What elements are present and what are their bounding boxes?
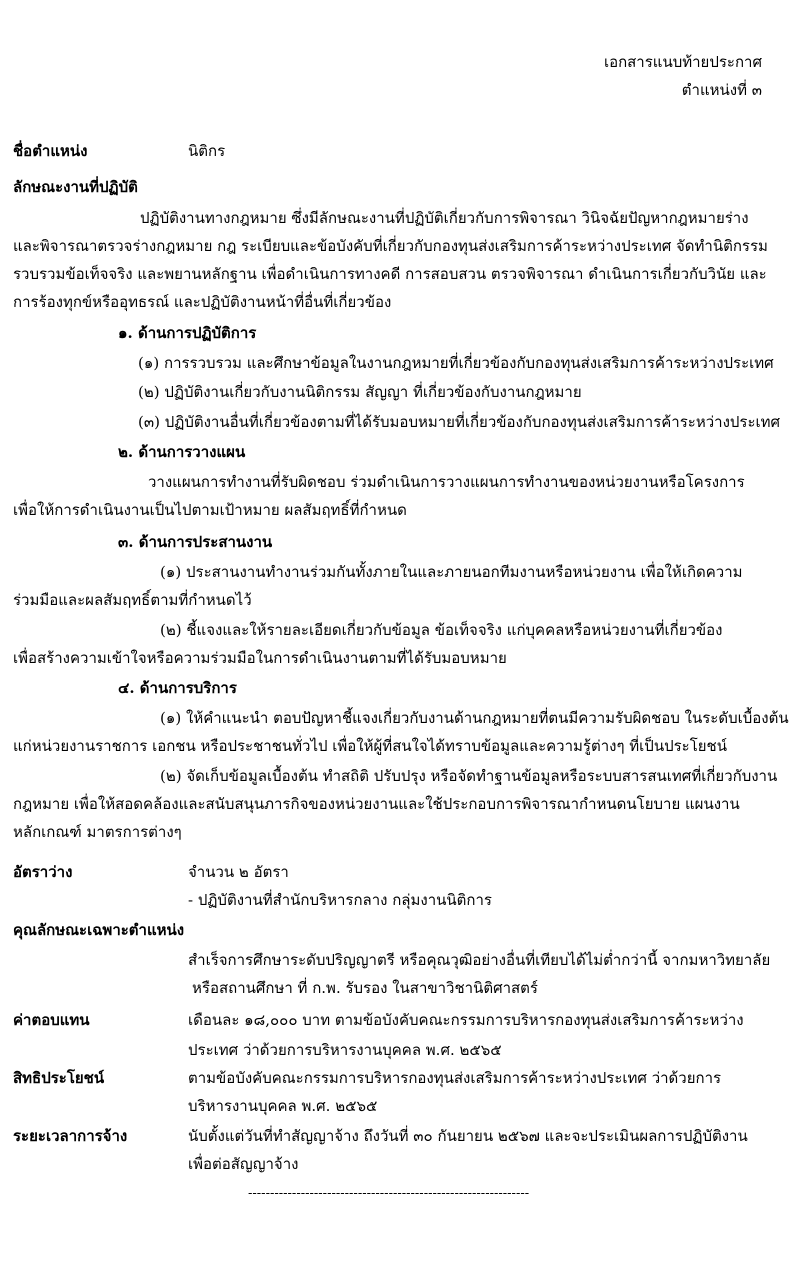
qualification-line: สำเร็จการศึกษาระดับปริญญาตรี หรือคุณวุฒิอย่างอื่นที่เทียบได้ไม่ต่ำกว่านี้ จากมหาวิทยาลัย bbox=[188, 951, 771, 969]
section-coordination-line: ร่วมมือและผลสัมฤทธิ์ตามที่กำหนดไว้ bbox=[13, 591, 252, 609]
job-nature-line: รวบรวมข้อเท็จจริง และพยานหลักฐาน เพื่อดำเนินการทางคดี การสอบสวน ตรวจพิจารณา ดำเนินการเกี่ยวกับวินัย และ bbox=[13, 265, 767, 283]
section-service-line: แก่หน่วยงานราชการ เอกชน หรือประชาชนทั่วไป เพื่อให้ผู้ที่สนใจได้ทราบข้อมูลและความรู้ต่างๆ ที่เป็นประโยชน์ bbox=[13, 737, 727, 755]
section-operations-item: (๒) ปฏิบัติงานเกี่ยวกับงานนิติกรรม สัญญา ที่เกี่ยวข้องกับงานกฎหมาย bbox=[138, 383, 582, 401]
section-coordination-line: (๑) ประสานงานทำงานร่วมกันทั้งภายในและภายนอกทีมงานหรือหน่วยงาน เพื่อให้เกิดความ bbox=[160, 563, 743, 581]
benefits-line: ตามข้อบังคับคณะกรรมการบริหารกองทุนส่งเสริมการค้าระหว่างประเทศ ว่าด้วยการ bbox=[188, 1069, 722, 1087]
job-nature-line: ปฏิบัติงานทางกฎหมาย ซึ่งมีลักษณะงานที่ปฏิบัติเกี่ยวกับการพิจารณา วินิจฉัยปัญหากฎหมายร่าง bbox=[140, 209, 749, 227]
position-number: ตำแหน่งที่ ๓ bbox=[681, 81, 762, 99]
section-planning-line: เพื่อให้การดำเนินงานเป็นไปตามเป้าหมาย ผลสัมฤทธิ์ที่กำหนด bbox=[13, 501, 407, 519]
vacancy-location: - ปฏิบัติงานที่สำนักบริหารกลาง กลุ่มงานนิติการ bbox=[188, 891, 492, 909]
section-operations-item: (๑) การรวบรวม และศึกษาข้อมูลในงานกฎหมายที่เกี่ยวข้องกับกองทุนส่งเสริมการค้าระหว่างประเทศ bbox=[138, 354, 774, 372]
section-coordination-title: ๓. ด้านการประสานงาน bbox=[118, 533, 273, 551]
section-operations-item: (๓) ปฏิบัติงานอื่นที่เกี่ยวข้องตามที่ได้รับมอบหมายที่เกี่ยวข้องกับกองทุนส่งเสริมการค้าระหว่างประเทศ bbox=[138, 413, 781, 431]
section-planning-title: ๒. ด้านการวางแผน bbox=[118, 443, 246, 461]
vacancy-label: อัตราว่าง bbox=[13, 863, 73, 881]
job-nature-line: การร้องทุกข์หรืออุทธรณ์ และปฏิบัติงานหน้าที่อื่นที่เกี่ยวข้อง bbox=[13, 293, 392, 311]
term-line: นับตั้งแต่วันที่ทำสัญญาจ้าง ถึงวันที่ ๓๐ กันยายน ๒๕๖๗ และจะประเมินผลการปฏิบัติงาน bbox=[188, 1127, 748, 1145]
qualification-line: หรือสถานศึกษา ที่ ก.พ. รับรอง ในสาขาวิชานิติศาสตร์ bbox=[192, 979, 538, 997]
compensation-line: เดือนละ ๑๘,๐๐๐ บาท ตามข้อบังคับคณะกรรมการบริหารกองทุนส่งเสริมการค้าระหว่าง bbox=[188, 1011, 744, 1029]
position-label: ชื่อตำแหน่ง bbox=[13, 142, 88, 160]
benefits-label: สิทธิประโยชน์ bbox=[13, 1069, 105, 1087]
position-value: นิติกร bbox=[188, 142, 226, 160]
separator-line: ---------------------------------------------------------------- bbox=[248, 1186, 530, 1201]
job-nature-heading: ลักษณะงานที่ปฏิบัติ bbox=[13, 178, 138, 196]
compensation-label: ค่าตอบแทน bbox=[13, 1011, 90, 1029]
section-service-line: กฎหมาย เพื่อให้สอดคล้องและสนับสนุนภารกิจของหน่วยงานและใช้ประกอบการพิจารณากำหนดนโยบาย แผนงาน bbox=[13, 795, 740, 813]
section-planning-line: วางแผนการทำงานที่รับผิดชอบ ร่วมดำเนินการวางแผนการทำงานของหน่วยงานหรือโครงการ bbox=[148, 473, 745, 491]
term-line: เพื่อต่อสัญญาจ้าง bbox=[188, 1155, 299, 1173]
section-coordination-line: (๒) ชี้แจงและให้รายละเอียดเกี่ยวกับข้อมูล ข้อเท็จจริง แก่บุคคลหรือหน่วยงานที่เกี่ยวข้อง bbox=[160, 621, 723, 639]
section-operations-title: ๑. ด้านการปฏิบัติการ bbox=[118, 324, 257, 342]
attachment-title: เอกสารแนบท้ายประกาศ bbox=[603, 53, 762, 71]
qualification-label: คุณลักษณะเฉพาะตำแหน่ง bbox=[13, 921, 185, 939]
vacancy-count: จำนวน ๒ อัตรา bbox=[188, 863, 289, 881]
section-service-line: (๑) ให้คำแนะนำ ตอบปัญหาชี้แจงเกี่ยวกับงานด้านกฎหมายที่ตนมีความรับผิดชอบ ในระดับเบื้องต้น bbox=[160, 709, 789, 727]
term-label: ระยะเวลาการจ้าง bbox=[13, 1127, 128, 1145]
job-nature-line: และพิจารณาตรวจร่างกฎหมาย กฎ ระเบียบและข้อบังคับที่เกี่ยวกับกองทุนส่งเสริมการค้าระหว่างประเทศ จัดทำนิติกรรม bbox=[13, 237, 768, 255]
benefits-line: บริหารงานบุคคล พ.ศ. ๒๕๖๕ bbox=[188, 1097, 378, 1115]
section-coordination-line: เพื่อสร้างความเข้าใจหรือความร่วมมือในการดำเนินงานตามที่ได้รับมอบหมาย bbox=[13, 649, 507, 667]
section-service-title: ๔. ด้านการบริการ bbox=[118, 679, 237, 697]
compensation-line: ประเทศ ว่าด้วยการบริหารงานบุคคล พ.ศ. ๒๕๖๕ bbox=[188, 1041, 502, 1059]
section-service-line: (๒) จัดเก็บข้อมูลเบื้องต้น ทำสถิติ ปรับปรุง หรือจัดทำฐานข้อมูลหรือระบบสารสนเทศที่เกี่ยวกับงาน bbox=[160, 767, 778, 785]
section-service-line: หลักเกณฑ์ มาตรการต่างๆ bbox=[13, 823, 182, 841]
